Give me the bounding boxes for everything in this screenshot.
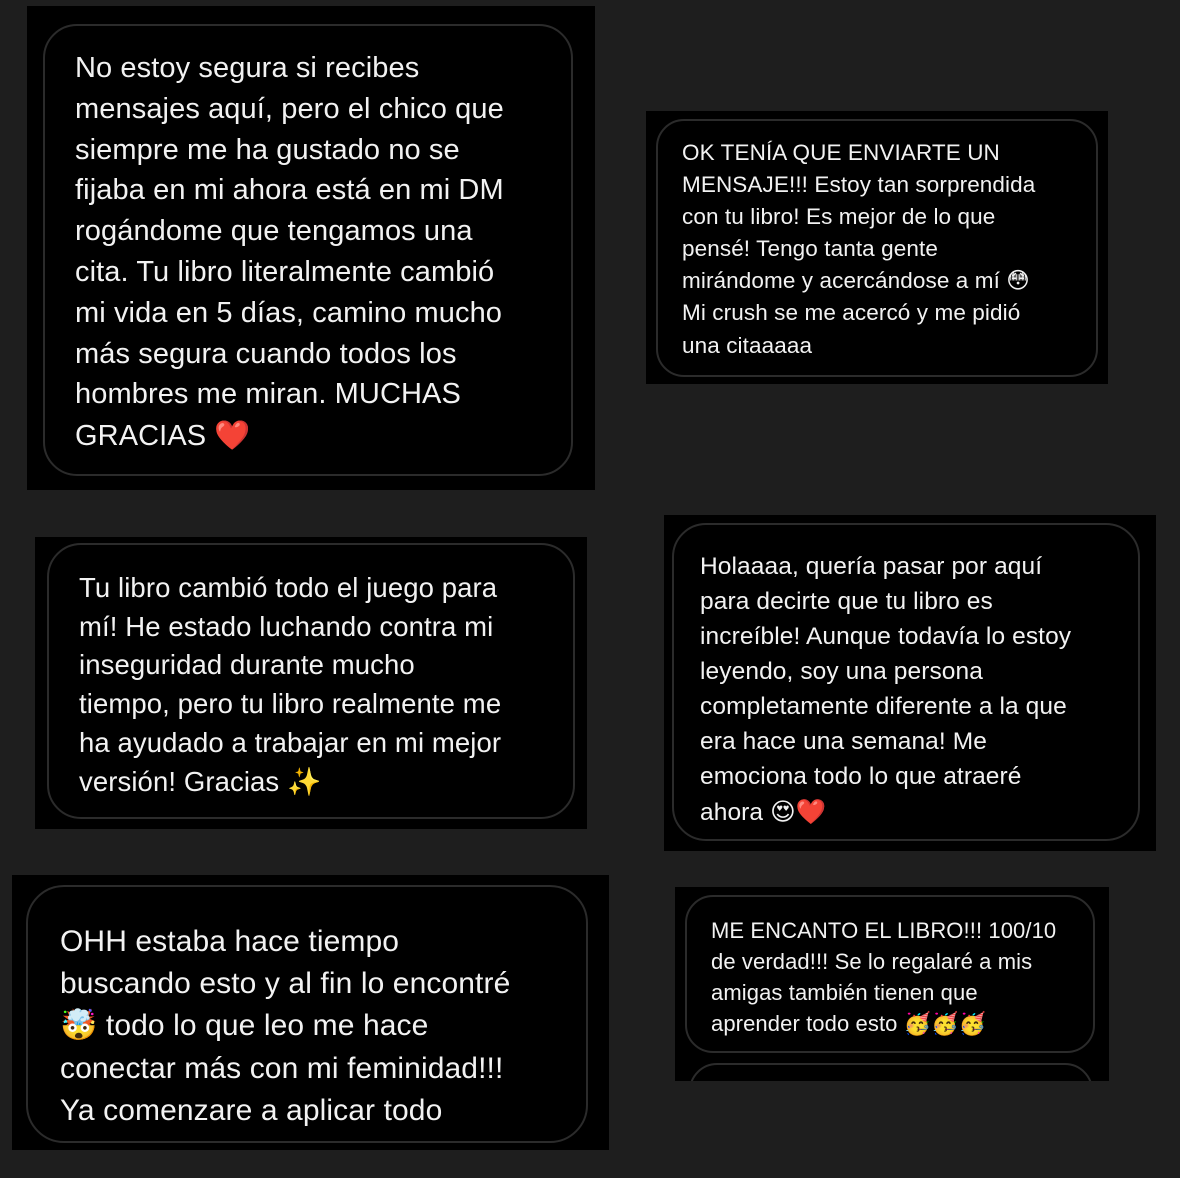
message-card	[675, 887, 1109, 1081]
message-bubble	[47, 543, 575, 819]
party-face-icon: 🥳🥳🥳	[903, 1012, 987, 1037]
message-card	[12, 875, 609, 1150]
message-card	[27, 6, 595, 490]
message-text: Tu libro cambió todo el juego para mí! He estado luchando contra mi inseguridad durante mucho tiempo, pero tu libro realmente me ha ayudado a trabajar en mi mejor versión! Gracias ✨	[79, 572, 502, 798]
message-bubble	[685, 895, 1095, 1053]
message-card	[664, 515, 1156, 851]
message-text: OHH estaba hace tiempo buscando esto y al fin lo encontré 🤯 todo lo que leo me hace conectar más con mi feminidad!!! Ya comenzare a aplicar todo	[60, 925, 511, 1127]
message-card	[646, 111, 1108, 384]
message-bubble	[656, 119, 1098, 377]
message-bubble	[43, 24, 573, 476]
message-bubble	[26, 885, 588, 1143]
message-card	[35, 537, 587, 829]
message-text: No estoy segura si recibes mensajes aquí, pero el chico que siempre me ha gustado no se fijaba en mi ahora está en mi DM rogándome que tengamos una cita. Tu libro literalmente cambió mi vida en 5 días, camino mucho más segura cuando todos los hombres me miran. MUCHAS GRACIAS ❤️	[75, 52, 504, 453]
message-text: OK TENÍA QUE ENVIARTE UN MENSAJE!!! Estoy tan sorprendida con tu libro! Es mejor de lo que pensé! Tengo tanta gente mirándome y acercándose a mí 😳 Mi crush se me acercó y me pidió una citaaaaa	[682, 140, 1036, 358]
sparkles-icon: ✨	[287, 765, 322, 798]
heart-eyes-and-heart-icon: 😍❤️	[770, 797, 827, 826]
message-bubble-partial	[689, 1063, 1093, 1081]
red-heart-icon: ❤️	[214, 418, 251, 453]
message-text: ME ENCANTO EL LIBRO!!! 100/10 de verdad!!! Se lo regalaré a mis amigas también tienen que aprender todo esto 🥳🥳🥳	[711, 918, 1057, 1037]
message-text: Holaaaa, quería pasar por aquí para decirte que tu libro es increíble! Aunque todavía lo estoy leyendo, soy una persona completamente diferente a la que era hace una semana! Me emociona todo lo que atraeré ahora 😍❤️	[700, 553, 1072, 826]
message-bubble	[672, 523, 1140, 841]
